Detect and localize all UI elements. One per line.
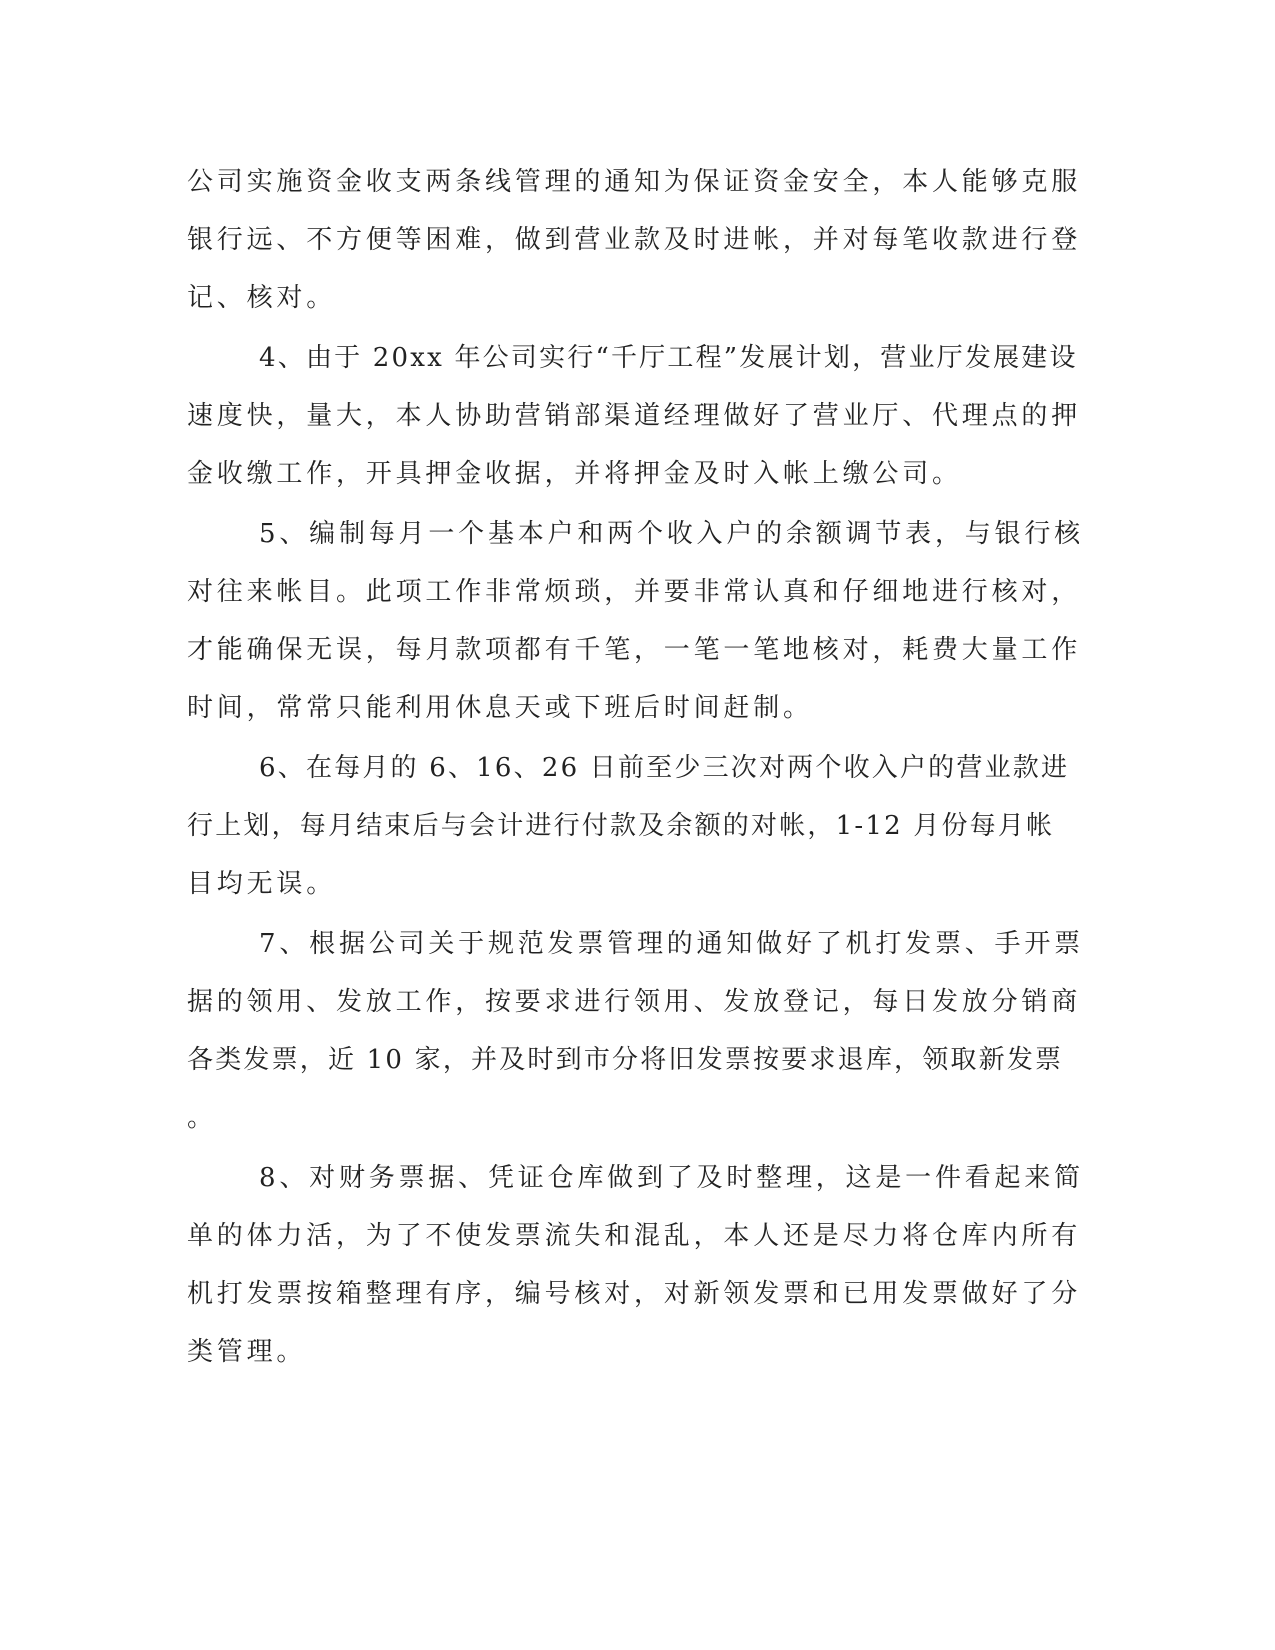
text-line: 目均无误。	[187, 869, 337, 899]
paragraph-6-first-line: 6、在每月的 6、16、26 日前至少三次对两个收入户的营业款进	[259, 753, 1070, 783]
text-line: 据的领用、发放工作，按要求进行领用、发放登记，每日发放分销商	[187, 987, 1082, 1017]
paragraph-5-first-line: 5、编制每月一个基本户和两个收入户的余额调节表，与银行核	[259, 519, 1084, 549]
paragraph-4-first-line: 4、由于 20xx 年公司实行“千厅工程”发展计划，营业厅发展建设	[259, 343, 1078, 373]
text-line: 公司实施资金收支两条线管理的通知为保证资金安全，本人能够克服	[187, 167, 1082, 197]
text-line: 金收缴工作，开具押金收据，并将押金及时入帐上缴公司。	[187, 459, 962, 489]
text-line: 才能确保无误，每月款项都有千笔，一笔一笔地核对，耗费大量工作	[187, 635, 1082, 665]
text-line: 各类发票，近 10 家，并及时到市分将旧发票按要求退库，领取新发票	[187, 1045, 1064, 1075]
text-line: 速度快，量大，本人协助营销部渠道经理做好了营业厅、代理点的押	[187, 401, 1082, 431]
text-line: 类管理。	[187, 1337, 307, 1367]
text-line: 对往来帐目。此项工作非常烦琐，并要非常认真和仔细地进行核对，	[187, 577, 1082, 607]
paragraph-7-first-line: 7、根据公司关于规范发票管理的通知做好了机打发票、手开票	[259, 929, 1084, 959]
text-line: 。	[187, 1103, 217, 1133]
text-line: 机打发票按箱整理有序，编号核对，对新领发票和已用发票做好了分	[187, 1279, 1082, 1309]
text-line: 银行远、不方便等困难，做到营业款及时进帐，并对每笔收款进行登	[187, 225, 1082, 255]
text-line: 行上划，每月结束后与会计进行付款及余额的对帐，1-12 月份每月帐	[187, 811, 1055, 841]
paragraph-8-first-line: 8、对财务票据、凭证仓库做到了及时整理，这是一件看起来简	[259, 1163, 1084, 1193]
text-line: 单的体力活，为了不使发票流失和混乱，本人还是尽力将仓库内所有	[187, 1221, 1082, 1251]
text-line: 时间，常常只能利用休息天或下班后时间赶制。	[187, 693, 813, 723]
text-line: 记、核对。	[187, 283, 337, 313]
